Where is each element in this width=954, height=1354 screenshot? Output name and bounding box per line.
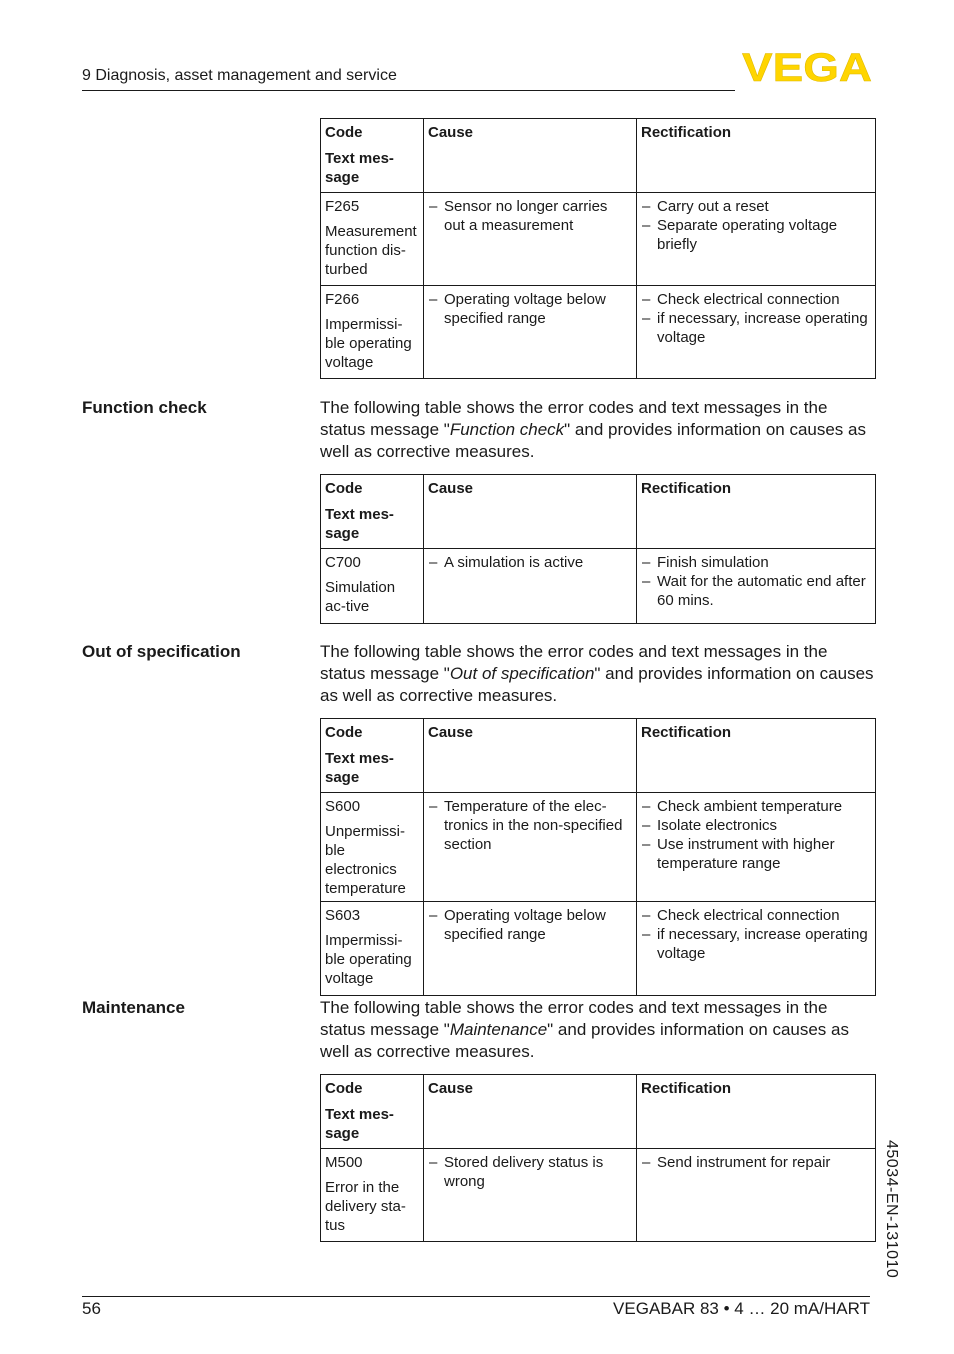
header-cause: Cause — [424, 719, 637, 793]
header-code-cell — [321, 475, 424, 549]
maintenance-table — [320, 1074, 876, 1242]
error-code: S603 — [325, 907, 361, 924]
table-row — [321, 1149, 876, 1242]
intro-function-check: The following table shows the error codes and text messages in the status message "Function check" and provides information on causes as well as corrective measures. — [320, 398, 866, 461]
intro-out-of-specification: The following table shows the error codes and text messages in the status message "Out of specification" and provides information on causes as well as corrective measures. — [320, 642, 874, 705]
page-header-title: 9 Diagnosis, asset management and service — [82, 67, 397, 84]
header-code-cell — [321, 719, 424, 793]
code-cell — [321, 286, 424, 379]
table-row — [321, 549, 876, 624]
header-text-message: Text mes- sage — [325, 750, 394, 786]
header-cause: Cause — [424, 119, 637, 193]
rectification-item: – Finish simulation — [641, 553, 871, 572]
error-text: Impermissi-ble operating voltage — [325, 932, 412, 987]
code-cell — [321, 902, 424, 996]
footer-rule — [82, 1296, 870, 1297]
table-row — [321, 902, 876, 996]
error-code: S600 — [325, 798, 361, 815]
header-rectification: Rectification — [637, 475, 876, 549]
rectification-cell — [637, 193, 876, 286]
error-text: Measurement function dis-turbed — [325, 223, 417, 278]
error-code: M500 — [325, 1154, 363, 1171]
error-code: F266 — [325, 291, 360, 308]
header-rule — [82, 90, 735, 91]
error-text: Error in the delivery sta-tus — [325, 1179, 406, 1234]
rectification-item: – Separate operating voltage briefly — [641, 216, 871, 254]
header-code: Code — [325, 480, 363, 497]
table-header-row — [321, 119, 876, 193]
header-rectification: Rectification — [637, 1075, 876, 1149]
header-cause: Cause — [424, 1075, 637, 1149]
rectification-item: – Send instrument for repair — [641, 1153, 871, 1172]
header-code: Code — [325, 724, 363, 741]
cause-cell — [424, 549, 637, 624]
cause-item: – Operating voltage below specified range — [428, 290, 632, 328]
header-rectification: Rectification — [637, 119, 876, 193]
header-cause: Cause — [424, 475, 637, 549]
table-row — [321, 193, 876, 286]
header-code-cell — [321, 1075, 424, 1149]
section-label-function-check: Function check — [82, 398, 207, 417]
rectification-item: – Check ambient temperature — [641, 797, 871, 816]
page-number: 56 — [82, 1299, 101, 1318]
rectification-cell — [637, 902, 876, 996]
table-row — [321, 286, 876, 379]
out-of-specification-table — [320, 718, 876, 996]
cause-cell — [424, 793, 637, 902]
cause-cell — [424, 193, 637, 286]
code-cell — [321, 793, 424, 902]
product-name: VEGABAR 83 • 4 … 20 mA/HART — [613, 1299, 870, 1318]
code-cell — [321, 549, 424, 624]
rectification-item: – Check electrical connection — [641, 906, 871, 925]
cause-item: – Temperature of the elec-tronics in the non-specified section — [428, 797, 632, 854]
rectification-item: – Isolate electronics — [641, 816, 871, 835]
code-cell — [321, 193, 424, 286]
rectification-item: – Wait for the automatic end after 60 mins. — [641, 572, 871, 610]
error-text: Simulation ac-tive — [325, 579, 396, 615]
code-cell — [321, 1149, 424, 1242]
header-code-cell — [321, 119, 424, 193]
header-rectification: Rectification — [637, 719, 876, 793]
error-text: Unpermissi-ble electronics temperature — [325, 823, 406, 897]
rectification-cell — [637, 1149, 876, 1242]
cause-cell — [424, 902, 637, 996]
intro-maintenance: The following table shows the error codes and text messages in the status message "Maintenance" and provides information on causes as well as corrective measures. — [320, 998, 849, 1061]
failure-table — [320, 118, 876, 379]
section-label-maintenance: Maintenance — [82, 998, 185, 1017]
table-header-row — [321, 719, 876, 793]
document-code-vertical: 45034-EN-131010 — [883, 1140, 900, 1279]
rectification-cell — [637, 793, 876, 902]
rectification-item: – Use instrument with higher temperature range — [641, 835, 871, 873]
rectification-cell — [637, 286, 876, 379]
table-header-row — [321, 475, 876, 549]
rectification-item: – if necessary, increase operating voltage — [641, 309, 871, 347]
section-label-out-of-specification: Out of specification — [82, 642, 241, 661]
cause-item: – Operating voltage below specified range — [428, 906, 632, 944]
rectification-item: – if necessary, increase operating voltage — [641, 925, 871, 963]
header-text-message: Text mes- sage — [325, 506, 394, 542]
header-text-message: Text mes- sage — [325, 1106, 394, 1142]
cause-item: – Sensor no longer carries out a measurement — [428, 197, 632, 235]
vega-logo — [742, 50, 874, 86]
function-check-table — [320, 474, 876, 624]
error-code: C700 — [325, 554, 361, 571]
cause-cell — [424, 1149, 637, 1242]
header-code: Code — [325, 124, 363, 141]
header-code: Code — [325, 1080, 363, 1097]
error-code: F265 — [325, 198, 360, 215]
rectification-cell — [637, 549, 876, 624]
error-text: Impermissi-ble operating voltage — [325, 316, 412, 371]
rectification-item: – Carry out a reset — [641, 197, 871, 216]
header-text-message: Text mes- sage — [325, 150, 394, 186]
svg-text:VEGA: VEGA — [742, 50, 872, 86]
cause-cell — [424, 286, 637, 379]
rectification-item: – Check electrical connection — [641, 290, 871, 309]
table-row — [321, 793, 876, 902]
cause-item: – A simulation is active — [428, 553, 632, 572]
cause-item: – Stored delivery status is wrong — [428, 1153, 632, 1191]
table-header-row — [321, 1075, 876, 1149]
